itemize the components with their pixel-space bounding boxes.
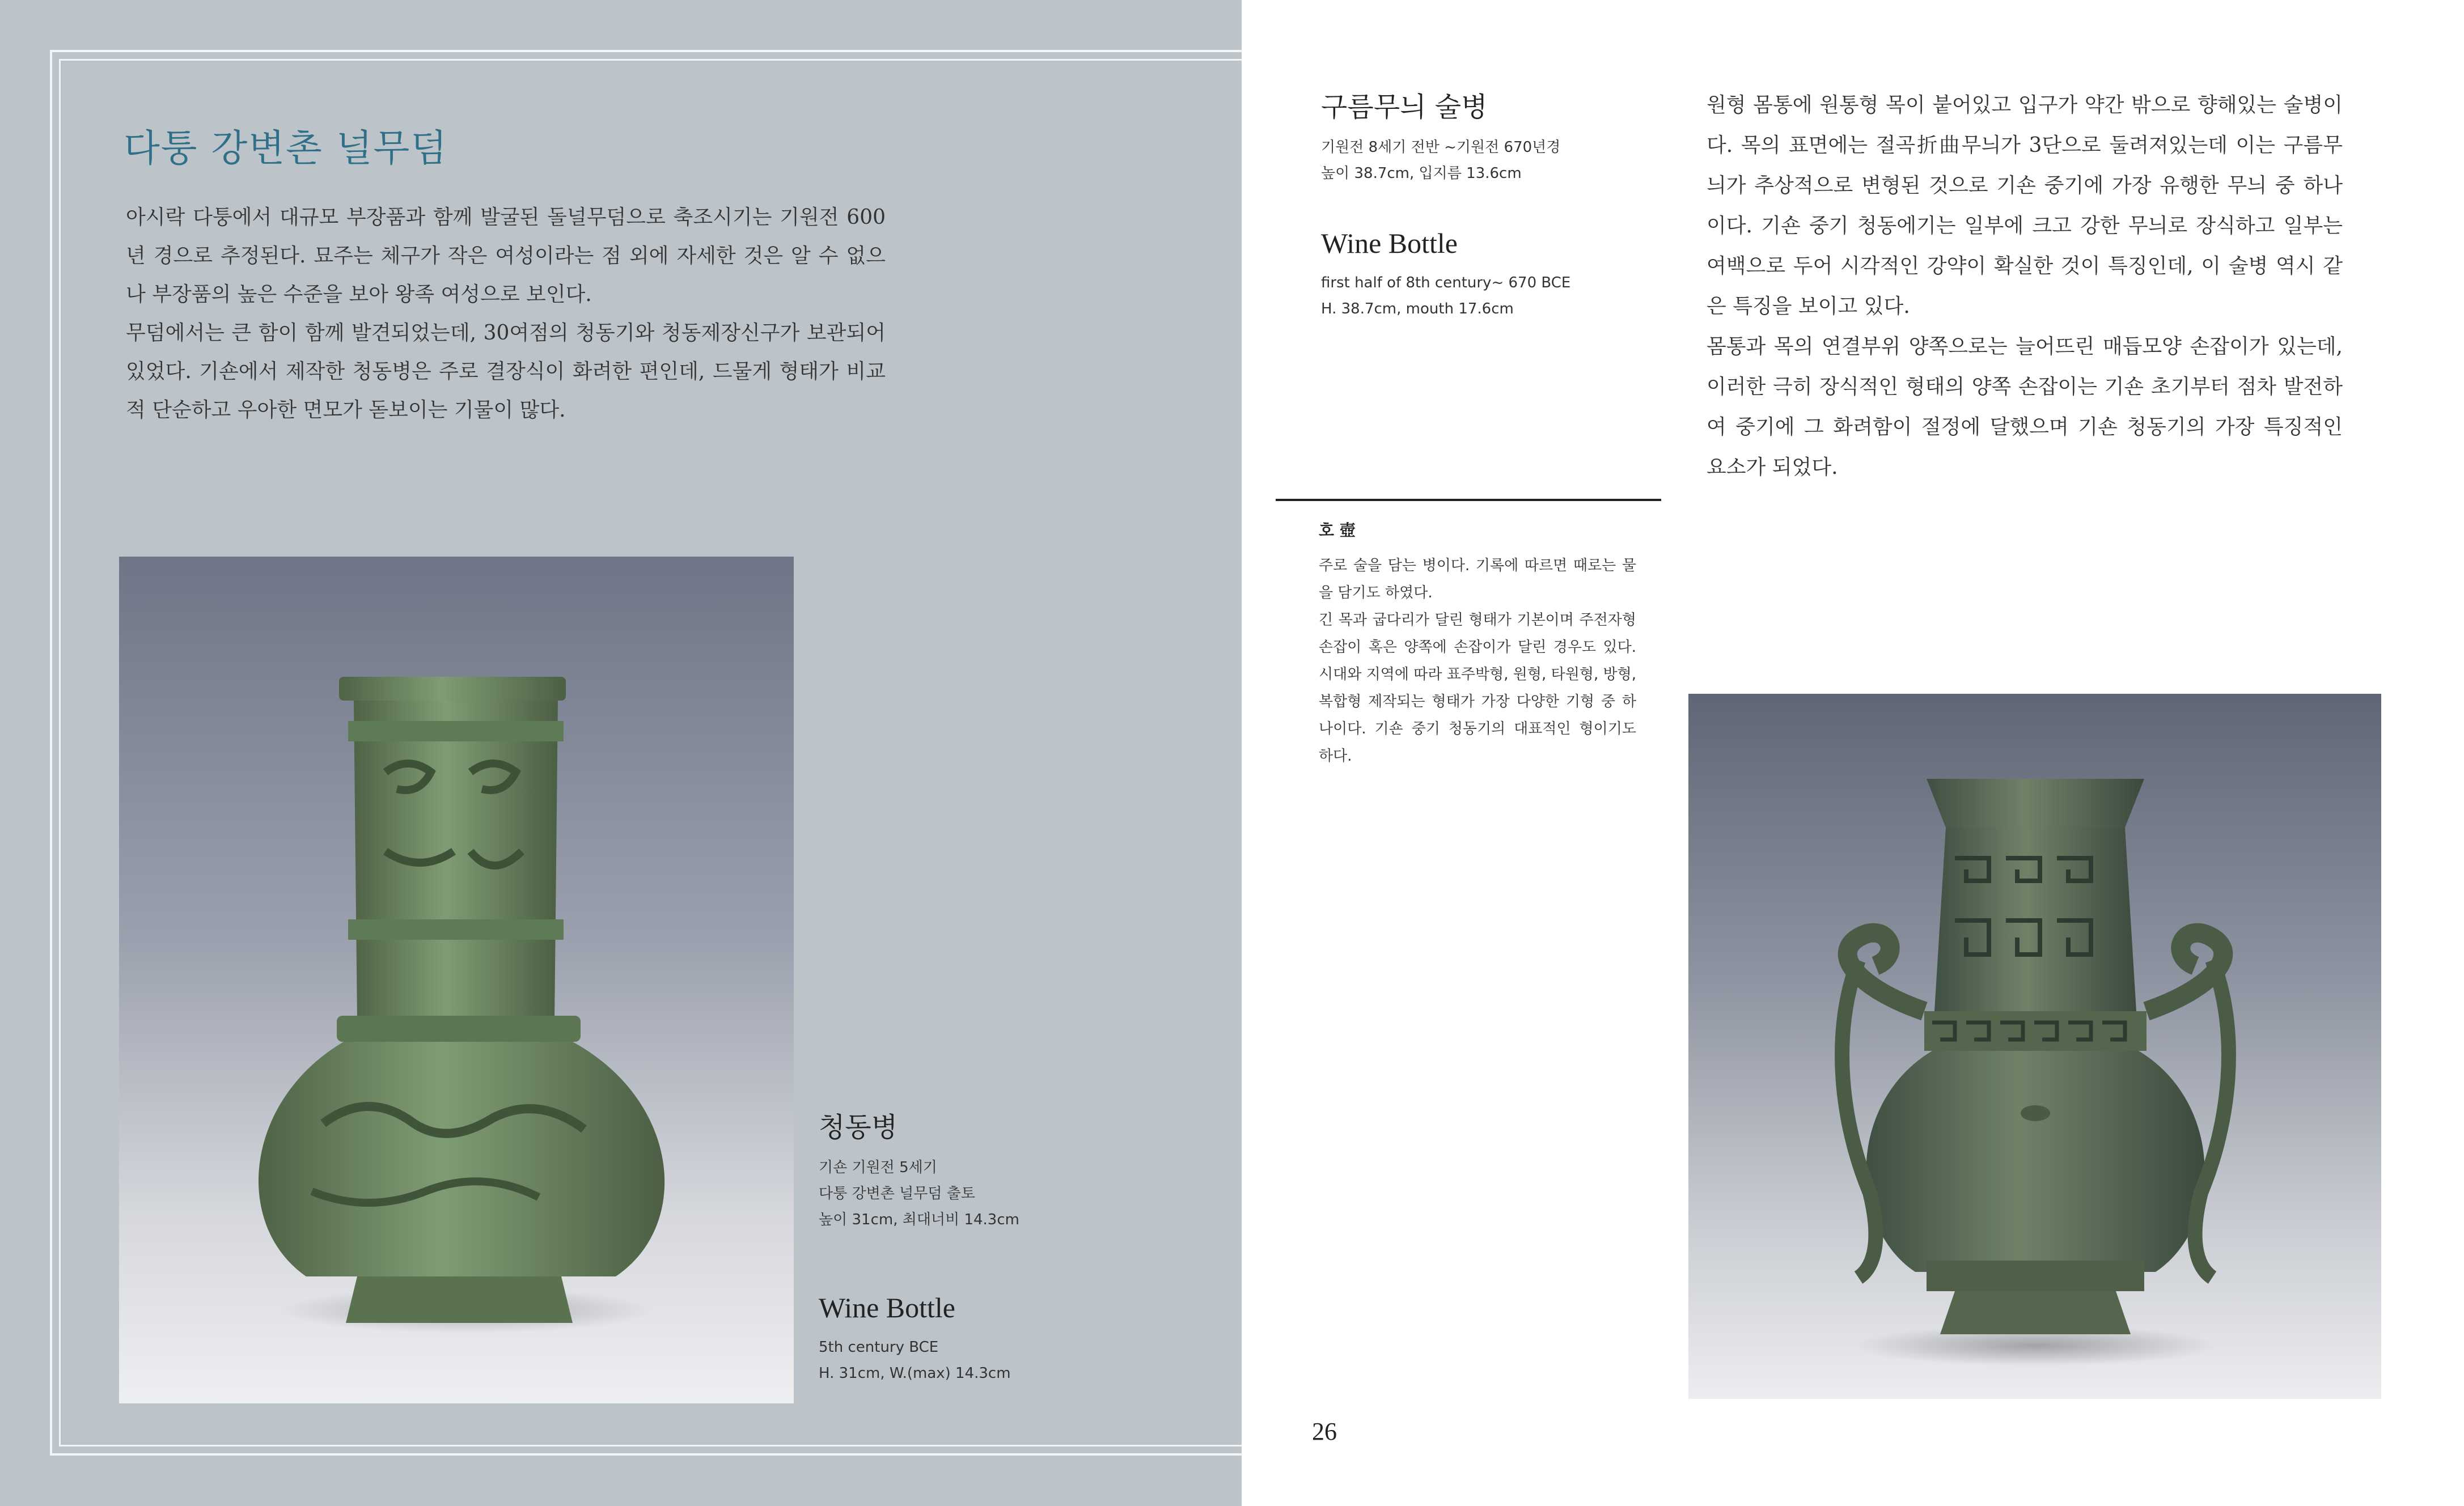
bronze-bottle-photo [119, 557, 794, 1403]
note-title: 호 壺 [1319, 521, 1356, 540]
note-paragraph: 주로 술을 담는 병이다. 기록에 따르면 때로는 물을 담기도 하였다. [1319, 557, 1636, 601]
section-divider [1276, 499, 1661, 501]
intro-paragraph: 무덤에서는 큰 함이 함께 발견되었는데, 30여점의 청동기와 청동제장신구가 보관되어있었다. 기숀에서 제작한 청동병은 주로 결장식이 화려한 편인데, 드물게 형태가 비교적 단순하고 우아한 면모가 돋보이는 기물이 많다. [126, 321, 886, 422]
left-caption-english [819, 1291, 1011, 1386]
caption-line: H. 31cm, W.(max) 14.3cm [819, 1365, 1011, 1382]
caption-title: 청동병 [819, 1112, 898, 1143]
cloud-pattern-bottle-illustration [1688, 694, 2381, 1399]
caption-line: 기원전 8세기 전반 ~기원전 670년경 [1321, 139, 1561, 156]
caption-title: 구름무늬 술병 [1321, 91, 1488, 123]
caption-line: 기숀 기원전 5세기 [819, 1159, 937, 1176]
right-description [1707, 85, 2343, 487]
caption-line: 다퉁 강변촌 널무덤 출토 [819, 1185, 975, 1202]
left-intro-text [126, 198, 886, 430]
left-caption-korean [819, 1105, 1019, 1233]
caption-title: Wine Bottle [819, 1292, 955, 1323]
note-body [1319, 552, 1636, 770]
caption-title: Wine Bottle [1321, 227, 1458, 259]
caption-line: 5th century BCE [819, 1339, 939, 1356]
note-paragraph: 긴 목과 굽다리가 달린 형태가 기본이며 주전자형 손잡이 혹은 양쪽에 손잡이가 달린 경우도 있다. 시대와 지역에 따라 표주박형, 원형, 타원형, 방형, 복합형 제작되는 형태가 가장 다양한 기형 중 하나이다. 기숀 중기 청동기의 대표적인 형이기도 하다. [1319, 612, 1636, 765]
caption-line: 높이 38.7cm, 입지름 13.6cm [1321, 165, 1522, 182]
right-caption-english [1321, 227, 1570, 322]
caption-line: first half of 8th century~ 670 BCE [1321, 274, 1571, 291]
description-paragraph: 원형 몸통에 원통형 목이 붙어있고 입구가 약간 밖으로 향해있는 술병이다. 목의 표면에는 절곡折曲무늬가 3단으로 둘려져있는데 이는 구름무늬가 추상적으로 변형된 것으로 기숀 중기에 가장 유행한 무늬 중 하나이다. 기숀 중기 청동에기는 일부에 크고 강한 무늬로 장식하고 일부는 여백으로 두어 시각적인 강약이 확실한 것이 특징인데, 이 술병 역시 같은 특징을 보이고 있다. [1707, 94, 2343, 318]
right-caption-korean [1321, 85, 1560, 186]
bronze-bottle-illustration [119, 557, 794, 1403]
page-number: 26 [1312, 1418, 1337, 1445]
left-page-title: 다퉁 강변촌 널무덤 [124, 126, 448, 170]
description-paragraph: 몸통과 목의 연결부위 양쪽으로는 늘어뜨린 매듭모양 손잡이가 있는데, 이러한 극히 장식적인 형태의 양쪽 손잡이는 기숀 초기부터 점차 발전하여 중기에 그 화려함이 절정에 달했으며 기숀 청동기의 가장 특징적인 요소가 되었다. [1707, 335, 2343, 479]
cloud-pattern-bottle-photo [1688, 694, 2381, 1399]
caption-line: 높이 31cm, 최대너비 14.3cm [819, 1211, 1019, 1228]
intro-paragraph: 아시락 다퉁에서 대규모 부장품과 함께 발굴된 돌널무덤으로 축조시기는 기원전 600년 경으로 추정된다. 묘주는 체구가 작은 여성이라는 점 외에 자세한 것은 알 수 없으나 부장품의 높은 수준을 보아 왕족 여성으로 보인다. [126, 206, 886, 306]
caption-line: H. 38.7cm, mouth 17.6cm [1321, 300, 1514, 317]
